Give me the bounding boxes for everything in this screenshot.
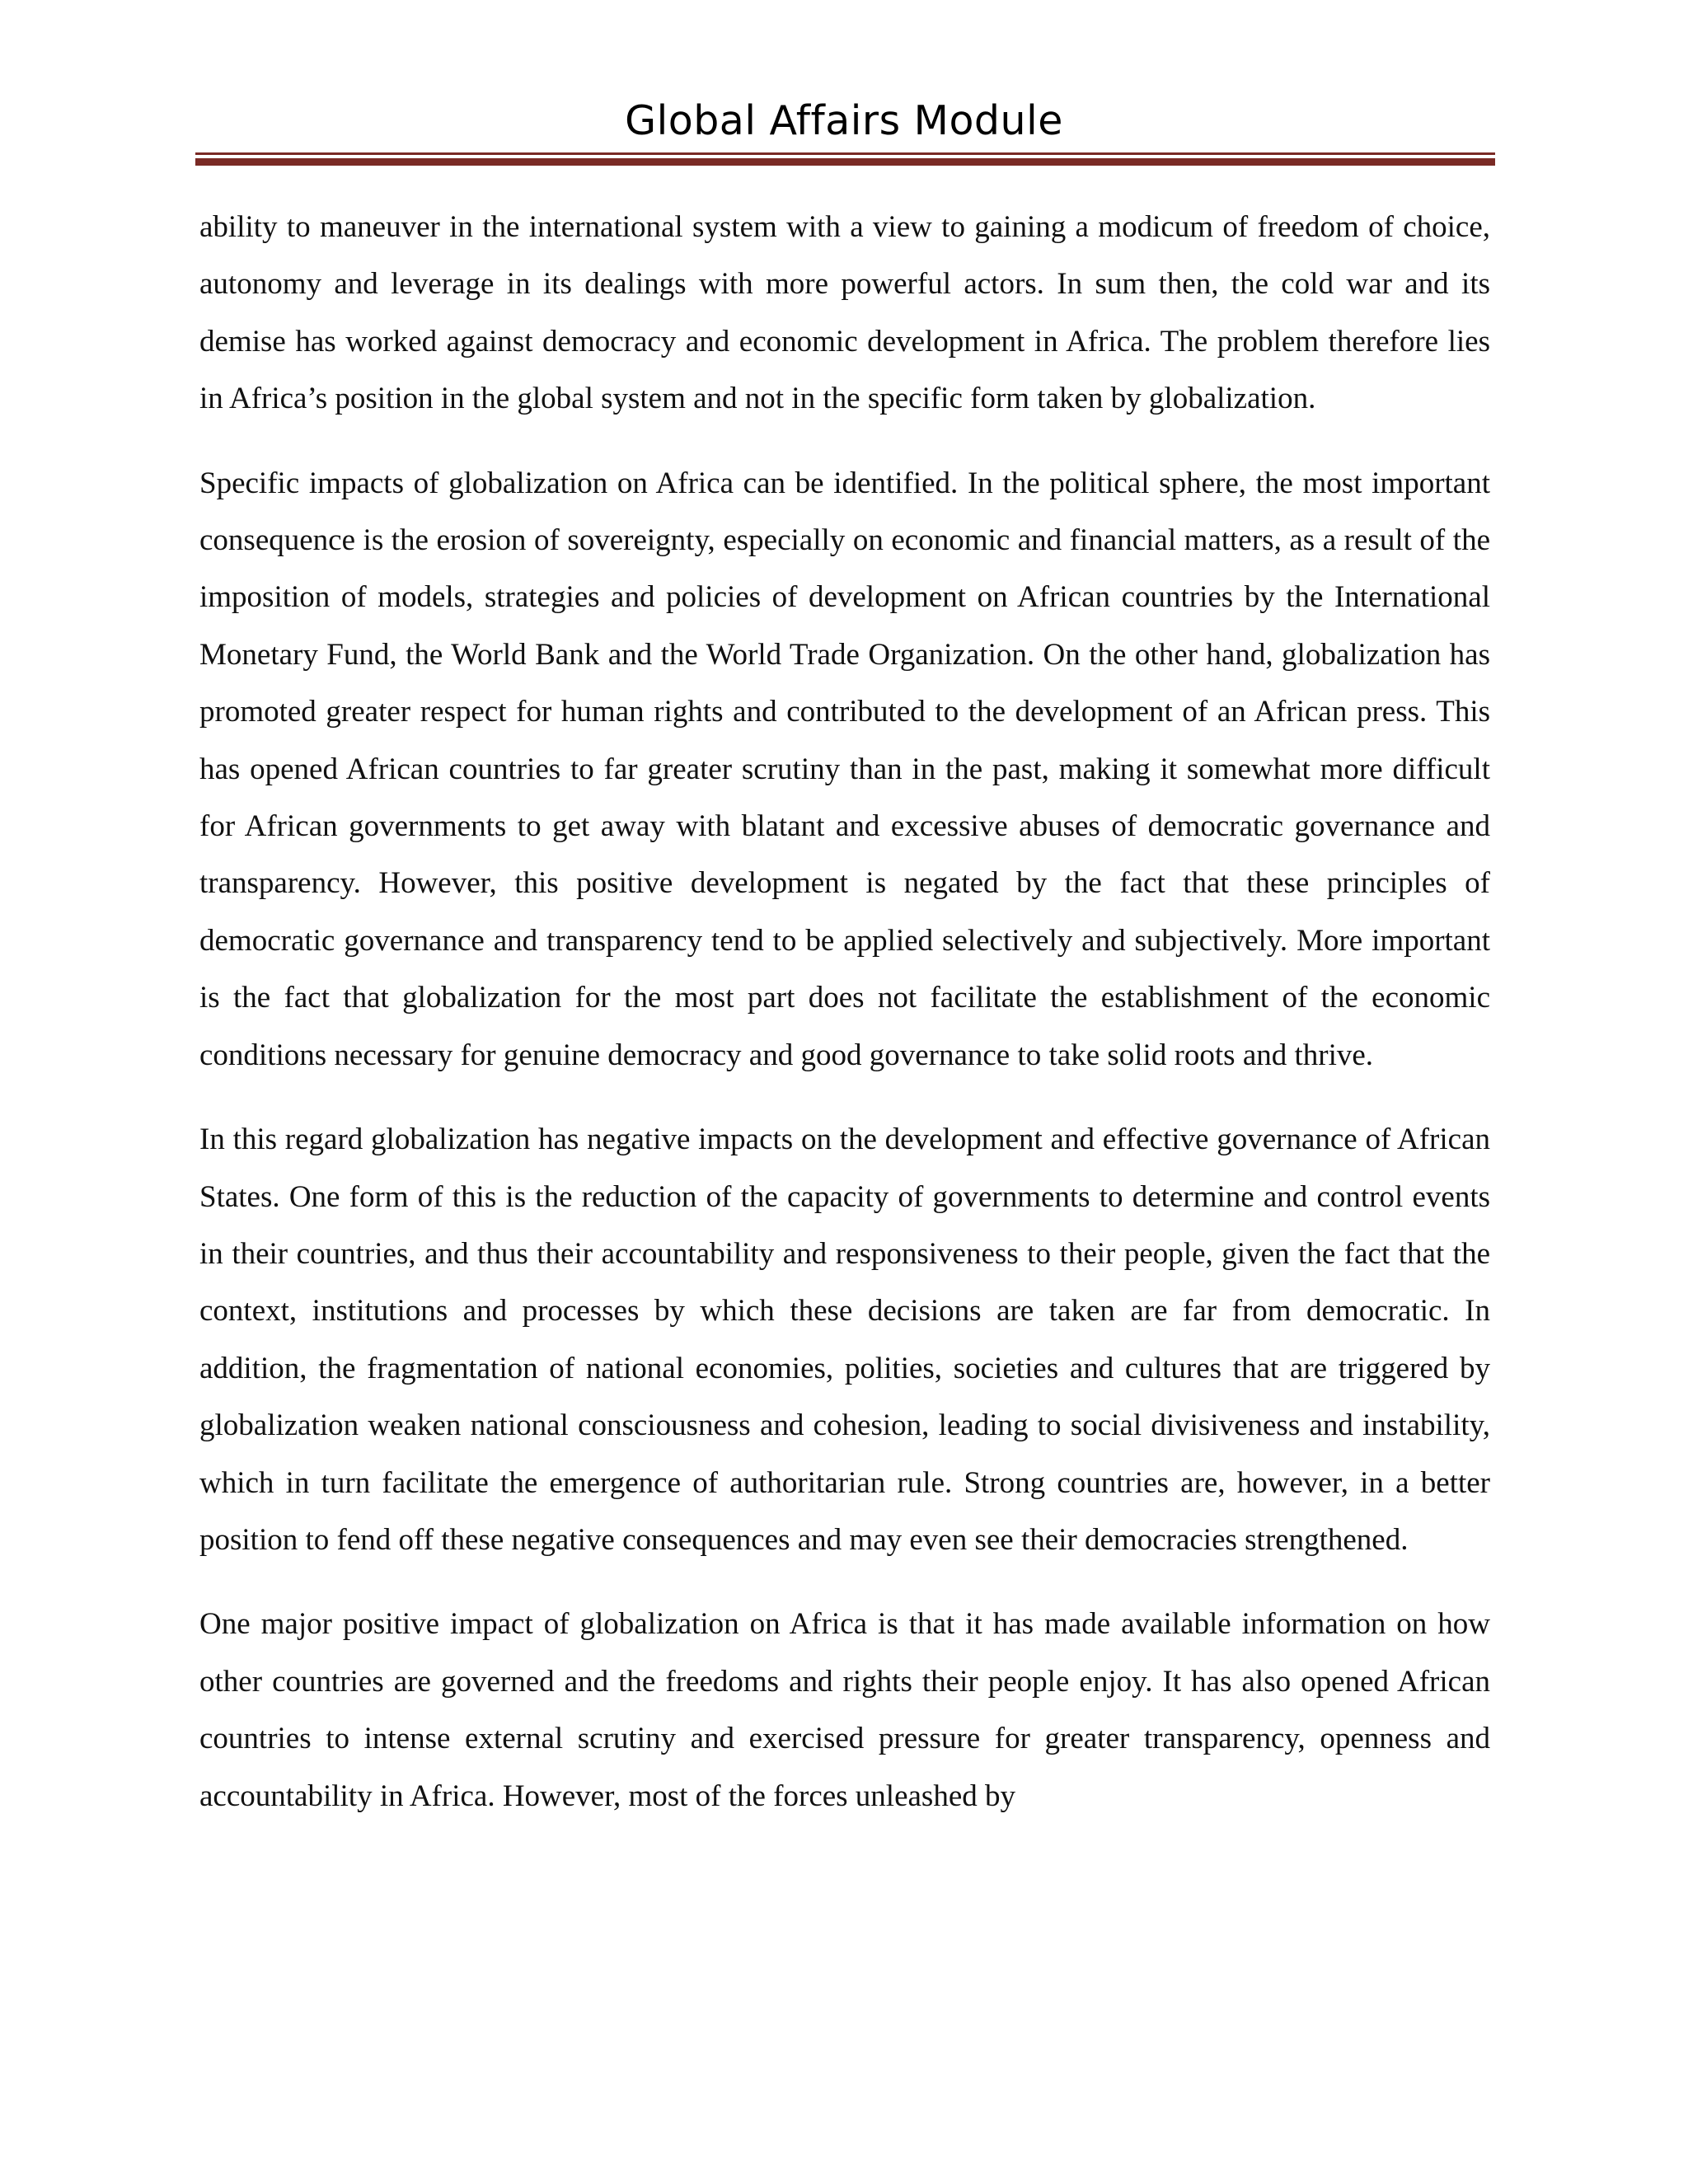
header-rule-thick: [195, 158, 1495, 166]
paragraph-3: In this regard globalization has negative impacts on the development and effective governance of African States. One form of this is the reduction of the capacity of governments to determine and control events in their countries, and thus their accountability and responsiveness to their people, given the fact that the context, institutions and processes by which these decisions are taken are far from democratic. In addition, the fragmentation of national economies, polities, societies and cultures that are triggered by globalization weaken national consciousness and cohesion, leading to social divisiveness and instability, which in turn facilitate the emergence of authoritarian rule. Strong countries are, however, in a better position to fend off these negative consequences and may even see their democracies strengthened.: [199, 1122, 1490, 1557]
page-header-title: Global Affairs Module: [625, 97, 1063, 144]
paragraph-1: ability to maneuver in the international system with a view to gaining a modicum of freedom of choice, autonomy and leverage in its dealings with more powerful actors. In sum then, the cold war and its demise has worked against democracy and economic development in Africa. The problem therefore lies in Africa’s position in the global system and not in the specific form taken by globalization.: [199, 210, 1490, 416]
paragraph-2: Specific impacts of globalization on Africa can be identified. In the political sphere, the most important consequence is the erosion of sovereignty, especially on economic and financial matters, as a result of the imposition of models, strategies and policies of development on African countries by the International Monetary Fund, the World Bank and the World Trade Organization. On the other hand, globalization has promoted greater respect for human rights and contributed to the development of an African press. This has opened African countries to far greater scrutiny than in the past, making it somewhat more difficult for African governments to get away with blatant and excessive abuses of democratic governance and transparency. However, this positive development is negated by the fact that these principles of democratic governance and transparency tend to be applied selectively and subjectively. More important is the fact that globalization for the most part does not facilitate the establishment of the economic conditions necessary for genuine democracy and good governance to take solid roots and thrive.: [199, 466, 1490, 1072]
paragraph-4: One major positive impact of globalization on Africa is that it has made available information on how other countries are governed and the freedoms and rights their people enjoy. It has also opened African countries to intense external scrutiny and exercised pressure for greater transparency, openness and accountability in Africa. However, most of the forces unleashed by: [199, 1607, 1490, 1813]
header-rule-thin: [195, 152, 1495, 155]
body-text: [199, 199, 1490, 1852]
